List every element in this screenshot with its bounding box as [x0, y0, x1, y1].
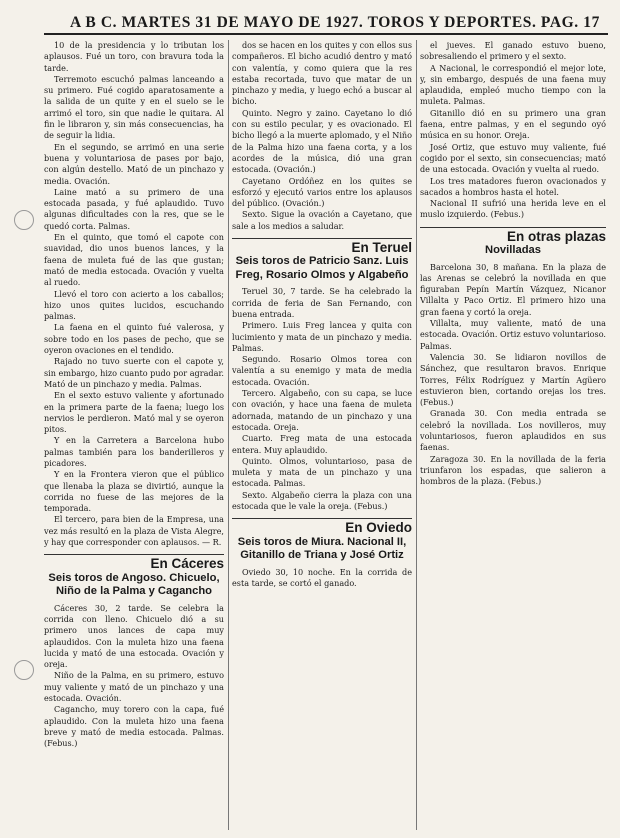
paragraph: En el segundo, se arrimó en una serie buena y voluntariosa de pases por bajo, con algún destello. Mató de un pinchazo y media. Ovación.	[44, 141, 224, 186]
section-heading-oviedo: En Oviedo	[232, 518, 412, 533]
paragraph: Cagancho, muy torero con la capa, fué aplaudido. Con la muleta hizo una faena breve y mató de media estocada. Palmas. (Febus.)	[44, 704, 224, 749]
paragraph: Quinto. Negro y zaino. Cayetano lo dió con su estilo pecular, y es ovacionado. El bicho llegó a la muerte aplomado, y el Niño de la Palma hizo una faena corta, y a los acordes de la música, dió una gran estocada. (Ovación.)	[232, 107, 412, 175]
paragraph: El tercero, para bien de la Empresa, una vez más resultó en la plaza de Vista Alegre, y hay que corresponder con aplausos. — R.	[44, 514, 224, 548]
paragraph: Laine mató a su primero de una estocada pasada, y fué aplaudido. Tuvo algunas dificultades con la res, que se le quedó corta. Palmas.	[44, 186, 224, 231]
paragraph: Tercero. Algabeño, con su capa, se luce con ovación, y hace una faena de muleta adornada, matando de un pinchazo y una estocada. Oreja.	[232, 388, 412, 432]
column-2	[232, 40, 412, 830]
section-heading-otras-plazas: En otras plazas	[420, 227, 606, 242]
paragraph: Llevó el toro con acierto a los caballos; hizo unos quites lucidos, escuchando palmas.	[44, 288, 224, 322]
column-divider	[416, 40, 417, 830]
paragraph: Oviedo 30, 10 noche. En la corrida de esta tarde, se cortó el ganado.	[232, 566, 412, 588]
section-subheading-teruel: Seis toros de Patricio Sanz. Luis Freg, Rosario Olmos y Algabeño	[235, 255, 409, 281]
section-heading-teruel: En Teruel	[232, 238, 412, 253]
binding-hole-upper	[14, 210, 34, 230]
paragraph: Segundo. Rosario Olmos torea con valentía a su enemigo y mata de media estocada. Ovación.	[232, 354, 412, 387]
paragraph: Terremoto escuchó palmas lanceando a su primero. Fué cogido aparatosamente a la salida de un quite y en el suelo se le arrimó el toro, sin que nadie le quitara. Al fin le libraron y, sin más consecuencias, ha de seguir la lidia.	[44, 73, 224, 141]
paragraph: A Nacional, le correspondió el mejor lote, y, sin embargo, después de una faena muy aplaudida, empleó mucho tiempo con la muleta. Palmas.	[420, 62, 606, 107]
section-heading-caceres: En Cáceres	[44, 554, 224, 569]
paragraph: Nacional II sufrió una herida leve en el muslo izquierdo. (Febus.)	[420, 198, 606, 220]
paragraph: Y en la Carretera a Barcelona hubo palmas también para los banderilleros y picadores.	[44, 435, 224, 468]
columns	[44, 40, 612, 830]
binding-hole-lower	[14, 660, 34, 680]
paragraph: Cayetano Ordóñez en los quites se esforzó y ejecutó varios entre los aplausos del público. (Ovación.)	[232, 175, 412, 209]
paragraph: Granada 30. Con media entrada se celebró la novillada. Los novilleros, muy voluntariosos, fueron aplaudidos en sus faenas.	[420, 408, 606, 453]
paragraph: Sexto. Sigue la ovación a Cayetano, que sale a los medios a saludar.	[232, 209, 412, 231]
paragraph: Villalta, muy valiente, mató de una estocada. Ovación. Ortiz estuvo voluntarioso. Palmas.	[420, 318, 606, 351]
paragraph: Valencia 30. Se lidiaron novillos de Sánchez, que resultaron bravos. Enrique Torres, Félix Rodríguez y Martín Agüero estuvieron bien, cortando orejas los tres. (Febus.)	[420, 351, 606, 408]
paragraph: Niño de la Palma, en su primero, estuvo muy valiente y mató de un pinchazo y una estocada. Ovación.	[44, 670, 224, 704]
paragraph: Teruel 30, 7 tarde. Se ha celebrado la corrida de feria de San Fernando, con buena entrada.	[232, 286, 412, 319]
column-3	[420, 40, 606, 830]
paragraph: Y en la Frontera vieron que el público que llenaba la plaza se divirtió, aunque la corrida no fuese de las mejores de la temporada.	[44, 469, 224, 514]
paragraph: el jueves. El ganado estuvo bueno, sobresaliendo el primero y el sexto.	[420, 40, 606, 62]
header-rule	[44, 33, 608, 35]
section-subheading-novilladas: Novilladas	[485, 244, 541, 257]
column-1	[44, 40, 224, 830]
column-divider	[228, 40, 229, 830]
paragraph: Cáceres 30, 2 tarde. Se celebra la corrida con lleno. Chicuelo dió a su primero unos lances de capa muy aplaudidos. Con la muleta hizo una faena lucida y mató de una estocada. Ovación y oreja.	[44, 602, 224, 670]
paragraph: Barcelona 30, 8 mañana. En la plaza de las Arenas se celebró la novillada en que figuraban Pepín Martín Vázquez, Nicanor Villalta y Paco Ortiz. El primero hizo una gran faena y cortó la oreja.	[420, 261, 606, 317]
section-subheading-oviedo: Seis toros de Miura. Nacional II, Gitanillo de Triana y José Ortiz	[237, 535, 407, 562]
section-subheading-caceres: Seis toros de Angoso. Chicuelo, Niño de la Palma y Cagancho	[48, 571, 220, 598]
paragraph: Zaragoza 30. En la novillada de la feria triunfaron los espadas, que salieron a hombros de la plaza. (Febus.)	[420, 453, 606, 487]
paragraph: Gitanillo dió en su primero una gran faena, entre palmas, y en el segundo oyó música en su honor. Oreja.	[420, 107, 606, 141]
paragraph: Rajado no tuvo suerte con el capote y, sin embargo, hizo cuanto pudo por agradar. Mató de un pinchazo y media. Palmas.	[44, 356, 224, 389]
paragraph: Primero. Luis Freg lancea y quita con lucimiento y mata de un pinchazo y media. Palmas.	[232, 320, 412, 353]
paragraph: En el sexto estuvo valiente y afortunado en la primera parte de la faena; luego los nervios le perdieron. Mató mal y se oyeron pitos.	[44, 390, 224, 435]
paragraph: José Ortiz, que estuvo muy valiente, fué cogido por el sexto, sin consecuencias; mató de una estocada. Ovación y vuelta al ruedo.	[420, 141, 606, 175]
paragraph: En el quinto, que tomó el capote con suavidad, dio unos buenos lances, y la faena de muleta fué de las que gustan; mató de media estocada. Ovación y vuelta al ruedo.	[44, 232, 224, 288]
paragraph: 10 de la presidencia y lo tributan los aplausos. Fué un toro, con bravura toda la tarde.	[44, 40, 224, 73]
page-header: A B C. MARTES 31 DE MAYO DE 1927. TOROS Y DEPORTES. PAG. 17	[70, 14, 600, 31]
paragraph: La faena en el quinto fué valerosa, y sobre todo en los pases de pecho, que se oyeron ovaciones en el tendido.	[44, 322, 224, 356]
paragraph: Los tres matadores fueron ovacionados y sacados a hombros hasta el hotel.	[420, 175, 606, 197]
paragraph: dos se hacen en los quites y con ellos sus compañeros. El bicho acudió dentro y mató con valentía, y como quiera que la res estaba recortada, tuvo que matar de un pinchazo y media, y luego echó a buscar al bicho.	[232, 40, 412, 107]
paragraph: Sexto. Algabeño cierra la plaza con una estocada que le vale la oreja. (Febus.)	[232, 489, 412, 511]
paragraph: Cuarto. Freg mata de una estocada entera. Muy aplaudido.	[232, 433, 412, 455]
paragraph: Quinto. Olmos, voluntarioso, pasa de muleta y mata de un pinchazo y una estocada. Palmas.	[232, 455, 412, 489]
